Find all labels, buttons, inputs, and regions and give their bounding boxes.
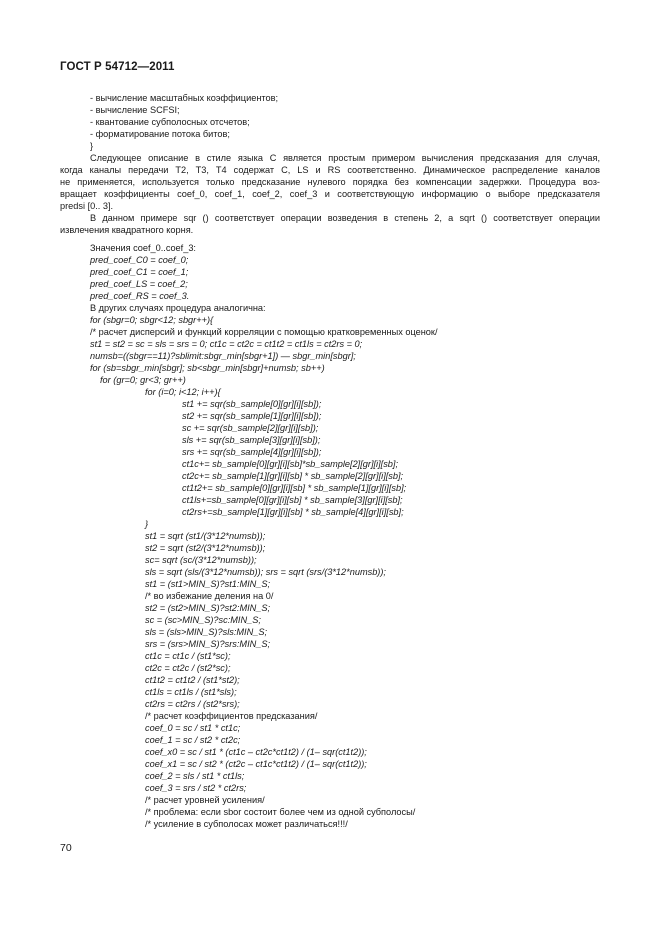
code-line: st2 = sqrt (st2/(3*12*numsb));	[145, 543, 266, 553]
paragraph-line: predsi [0.. 3].	[60, 201, 114, 211]
paragraph-line: извлечения квадратного корня.	[60, 225, 194, 235]
paragraph-line: когда каналы передачи Т2, Т3, Т4 содержат С, LS и RS соответственно. Динамическое распределение каналов	[60, 165, 600, 175]
code-line: ct1t2+= sb_sample[0][gr][i][sb] * sb_sample[1][gr][i][sb];	[182, 483, 407, 493]
paragraph-line: не применяется, используется только предсказание нулевого порядка без компенсации задержки. Процедура воз-	[60, 177, 600, 187]
code-line: for (i=0; i<12; i++){	[145, 387, 221, 397]
code-line: for (gr=0; gr<3; gr++)	[100, 375, 186, 385]
code-line: pred_coef_C1 = coef_1;	[90, 267, 189, 277]
code-line: В других случаях процедура аналогична:	[90, 303, 266, 313]
code-line: srs = (srs>MIN_S)?srs:MIN_S;	[145, 639, 271, 649]
code-line: st1 = (st1>MIN_S)?st1:MIN_S;	[145, 579, 271, 589]
page-number: 70	[60, 842, 72, 854]
code-line: }	[145, 519, 149, 529]
code-line: coef_0 = sc / st1 * ct1c;	[145, 723, 241, 733]
code-line: pred_coef_RS = coef_3.	[90, 291, 190, 301]
code-line: st2 = (st2>MIN_S)?st2:MIN_S;	[145, 603, 271, 613]
code-line: ct2c = ct2c / (st2*sc);	[145, 663, 231, 673]
code-line: /* проблема: если sbor состоит более чем из одной субполосы/	[145, 807, 416, 817]
code-line: ct2c+= sb_sample[1][gr][i][sb] * sb_sample[2][gr][i][sb];	[182, 471, 404, 481]
code-line: sc += sqr(sb_sample[2][gr][i][sb]);	[182, 423, 319, 433]
list-item: - форматирование потока битов;	[90, 129, 230, 139]
code-line: st2 += sqr(sb_sample[1][gr][i][sb]);	[182, 411, 322, 421]
code-line: pred_coef_C0 = coef_0;	[90, 255, 189, 265]
code-line: coef_1 = sc / st2 * ct2c;	[145, 735, 241, 745]
code-line: ct2rs = ct2rs / (st2*srs);	[145, 699, 240, 709]
paragraph-line: Следующее описание в стиле языка С является простым примером вычисления предсказания для случая,	[90, 153, 600, 163]
code-line: ct2rs+=sb_sample[1][gr][i][sb] * sb_sample[4][gr][i][sb];	[182, 507, 404, 517]
code-line: sc = (sc>MIN_S)?sc:MIN_S;	[145, 615, 261, 625]
code-line: numsb=((sbgr==11)?sblimit:sbgr_min[sbgr+1]) — sbgr_min[sbgr];	[90, 351, 356, 361]
paragraph-line: вращает коэффициенты coef_0, coef_1, coef_2, coef_3 и соответствующую информацию о выборе предсказателя	[60, 189, 600, 199]
list-item: - вычисление масштабных коэффициентов;	[90, 93, 279, 103]
code-line: /* расчет уровней усиления/	[145, 795, 265, 805]
code-line: Значения coef_0..coef_3:	[90, 243, 196, 253]
code-line: ct1ls = ct1ls / (st1*sls);	[145, 687, 237, 697]
code-line: st1 += sqr(sb_sample[0][gr][i][sb]);	[182, 399, 322, 409]
code-line: coef_3 = srs / st2 * ct2rs;	[145, 783, 247, 793]
code-line: ct1c = ct1c / (st1*sc);	[145, 651, 231, 661]
code-line: sls = sqrt (sls/(3*12*numsb)); srs = sqrt (srs/(3*12*numsb));	[145, 567, 386, 577]
code-line: st1 = sqrt (st1/(3*12*numsb));	[145, 531, 266, 541]
document-header: ГОСТ Р 54712—2011	[60, 61, 175, 73]
code-line: sls = (sls>MIN_S)?sls:MIN_S;	[145, 627, 268, 637]
code-line: /* расчет дисперсий и функций корреляции с помощью кратковременных оценок/	[90, 327, 438, 337]
code-line: srs += sqr(sb_sample[4][gr][i][sb]);	[182, 447, 322, 457]
paragraph-line: В данном примере sqr () соответствует операции возведения в степень 2, а sqrt () соответствует операции	[90, 213, 600, 223]
list-item: - вычисление SCFSI;	[90, 105, 180, 115]
code-line: pred_coef_LS = coef_2;	[90, 279, 188, 289]
list-item: }	[90, 141, 94, 151]
code-line: coef_x1 = sc / st2 * (ct2c – ct1c*ct1t2) / (1– sqr(ct1t2));	[145, 759, 367, 769]
code-line: coef_x0 = sc / st1 * (ct1c – ct2c*ct1t2) / (1– sqr(ct1t2));	[145, 747, 367, 757]
code-line: for (sbgr=0; sbgr<12; sbgr++){	[90, 315, 214, 325]
code-line: ct1t2 = ct1t2 / (st1*st2);	[145, 675, 240, 685]
code-line: sc= sqrt (sc/(3*12*numsb));	[145, 555, 257, 565]
code-line: /* расчет коэффициентов предсказания/	[145, 711, 318, 721]
list-item: - квантование субполосных отсчетов;	[90, 117, 250, 127]
code-line: for (sb=sbgr_min[sbgr]; sb<sbgr_min[sbgr]+numsb; sb++)	[90, 363, 325, 373]
code-line: st1 = st2 = sc = sls = srs = 0; ct1c = ct2c = ct1t2 = ct1ls = ct2rs = 0;	[90, 339, 363, 349]
code-line: ct1ls+=sb_sample[0][gr][i][sb] * sb_sample[3][gr][i][sb];	[182, 495, 403, 505]
code-line: /* усиление в субполосах может различаться!!!/	[145, 819, 348, 829]
code-line: sls += sqr(sb_sample[3][gr][i][sb]);	[182, 435, 321, 445]
code-line: /* во избежание деления на 0/	[145, 591, 274, 601]
code-line: coef_2 = sls / st1 * ct1ls;	[145, 771, 245, 781]
code-line: ct1c+= sb_sample[0][gr][i][sb]*sb_sample[2][gr][i][sb];	[182, 459, 399, 469]
